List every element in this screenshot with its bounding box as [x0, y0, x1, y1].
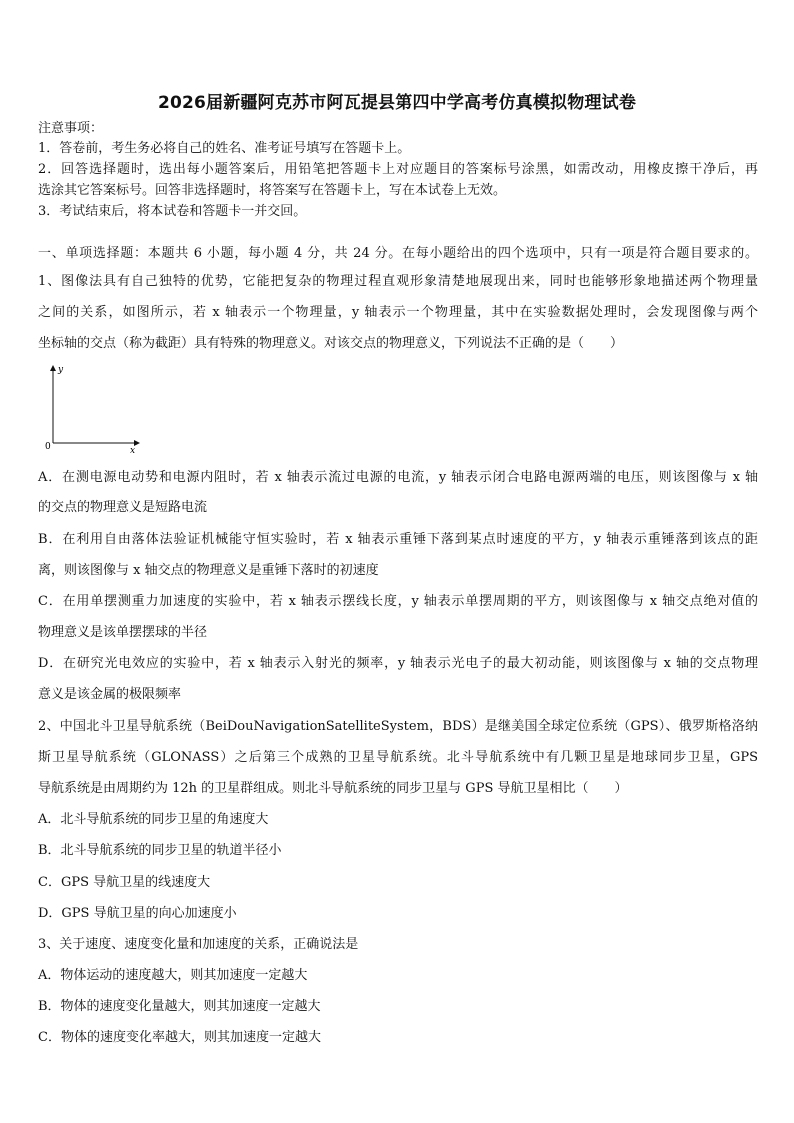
option-b: B．在利用自由落体法验证机械能守恒实验时，若 x 轴表示重锤下落到某点时速度的平方，y 轴表示重锤落到该点的距: [38, 532, 758, 547]
option-a: A．物体运动的速度越大，则其加速度一定越大: [38, 968, 308, 983]
question-2-stem: 斯卫星导航系统（GLONASS）之后第三个成熟的卫星导航系统。北斗导航系统中有几颗卫星是地球同步卫星，GPS: [38, 750, 758, 765]
option-b: B．北斗导航系统的同步卫星的轨道半径小: [38, 843, 282, 858]
notice-item: 2．回答选择题时，选出每小题答案后，用铅笔把答题卡上对应题目的答案标号涂黑，如需改动，用橡皮擦干净后，再: [38, 162, 758, 177]
question-2-stem: 2、中国北斗卫星导航系统（BeiDouNavigationSatelliteSystem，BDS）是继美国全球定位系统（GPS）、俄罗斯格洛纳: [38, 719, 758, 734]
notice-heading: 注意事项：: [38, 121, 104, 136]
option-a: A．在测电源电动势和电源内阻时，若 x 轴表示流过电源的电流，y 轴表示闭合电路电源两端的电压，则该图像与 x 轴: [38, 470, 758, 485]
question-3-stem: 3、关于速度、速度变化量和加速度的关系，正确说法是: [38, 937, 359, 952]
option-d: D．在研究光电效应的实验中，若 x 轴表示入射光的频率，y 轴表示光电子的最大初动能，则该图像与 x 轴的交点物理: [38, 656, 758, 671]
option-a: 的交点的物理意义是短路电流: [38, 500, 208, 515]
section-header: 一、单项选择题：本题共 6 小题，每小题 4 分，共 24 分。在每小题给出的四个选项中，只有一项是符合题目要求的。: [38, 246, 758, 261]
option-d: 意义是该金属的极限频率: [38, 687, 182, 702]
origin-label: 0: [45, 442, 51, 452]
axes-figure: [40, 362, 150, 457]
question-1-stem: 之间的关系，如图所示，若 x 轴表示一个物理量，y 轴表示一个物理量，其中在实验数据处理时，会发现图像与两个: [38, 305, 758, 320]
option-c: C．物体的速度变化率越大，则其加速度一定越大: [38, 1030, 321, 1045]
option-c: C．在用单摆测重力加速度的实验中，若 x 轴表示摆线长度，y 轴表示单摆周期的平方，则该图像与 x 轴交点绝对值的: [38, 594, 758, 609]
notice-item: 1．答卷前，考生务必将自己的姓名、准考证号填写在答题卡上。: [38, 141, 411, 156]
question-2-stem: 导航系统是由周期约为 12h 的卫星群组成。则北斗导航系统的同步卫星与 GPS 导航卫星相比（ ）: [38, 781, 628, 796]
question-1-stem: 1、图像法具有自己独特的优势，它能把复杂的物理过程直观形象清楚地展现出来，同时也能够形象地描述两个物理量: [38, 274, 758, 289]
x-axis-label: x: [130, 446, 136, 456]
question-1-stem: 坐标轴的交点（称为截距）具有特殊的物理意义。对该交点的物理意义，下列说法不正确的是（ ）: [38, 336, 624, 351]
option-d: D．GPS 导航卫星的向心加速度小: [38, 906, 237, 921]
option-b: 离，则该图像与 x 轴交点的物理意义是重锤下落时的初速度: [38, 563, 379, 578]
y-axis-label: y: [58, 365, 64, 375]
option-b: B．物体的速度变化量越大，则其加速度一定越大: [38, 999, 321, 1014]
notice-item: 选涂其它答案标号。回答非选择题时，将答案写在答题卡上，写在本试卷上无效。: [38, 183, 507, 198]
option-a: A．北斗导航系统的同步卫星的角速度大: [38, 812, 269, 827]
option-c: C．GPS 导航卫星的线速度大: [38, 875, 211, 890]
option-c: 物理意义是该单摆摆球的半径: [38, 625, 208, 640]
notice-item: 3．考试结束后，将本试卷和答题卡一并交回。: [38, 204, 307, 219]
page-title: 2026届新疆阿克苏市阿瓦提县第四中学高考仿真模拟物理试卷: [157, 93, 637, 113]
